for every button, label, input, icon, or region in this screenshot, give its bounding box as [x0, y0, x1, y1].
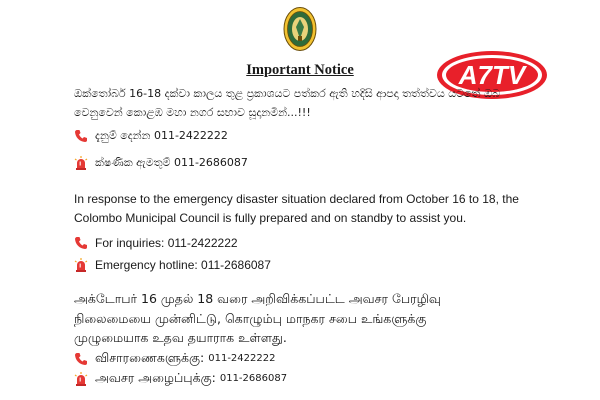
- english-inquiries: [74, 236, 238, 250]
- a7tv-logo-text: A7TV: [458, 60, 526, 90]
- emergency-siren-icon: [74, 372, 88, 386]
- municipal-council-seal-icon: [283, 6, 317, 52]
- emergency-siren-icon: [74, 156, 88, 170]
- sinhala-hotline: [74, 156, 248, 170]
- tamil-body-line-3: முழுமையாக உதவ தயாராக உள்ளது.: [74, 330, 287, 345]
- emergency-siren-icon: [74, 258, 88, 272]
- phone-icon: [74, 236, 88, 250]
- english-body-line-2: Colombo Municipal Council is fully prepared and on standby to assist you.: [74, 211, 467, 225]
- english-hotline-label: Emergency hotline: 011-2686087: [95, 258, 271, 272]
- tamil-hotline: [74, 370, 287, 387]
- tamil-inquiries-label: விசாரணைகளுக்கு:: [95, 350, 205, 365]
- sinhala-hotline-label: ක්ෂණික ඇමතුම් 011-2686087: [95, 156, 248, 169]
- phone-icon: [74, 129, 88, 143]
- sinhala-body: [74, 84, 534, 122]
- phone-icon: [74, 352, 88, 366]
- sinhala-inquiries: [74, 129, 228, 143]
- english-inquiries-label: For inquiries: 011-2422222: [95, 236, 238, 250]
- tamil-hotline-number: 011-2686087: [219, 373, 288, 384]
- tamil-body-line-2: நிலைமையை முன்னிட்டு, கொழும்பு மாநகர சபை உங்களுக்கு: [74, 310, 427, 326]
- english-body-line-1: In response to the emergency disaster situation declared from October 16 to 18, the: [74, 192, 519, 206]
- tamil-body: [74, 289, 554, 348]
- english-body: [74, 190, 544, 228]
- tamil-inquiries: [74, 350, 275, 367]
- sinhala-body-line-2: වෙනුවෙන් කොළඹ මහා නගර සභාව සූදානමින්...!!!: [74, 106, 311, 119]
- english-hotline: [74, 258, 271, 272]
- sinhala-inquiries-label: දැනුම් දෙන්න 011-2422222: [95, 129, 228, 142]
- notice-title: Important Notice: [246, 62, 354, 78]
- sinhala-body-line-1: ඔක්තෝබර් 16-18 දක්වා කාලය තුළ ප්‍රකාශයට පත්කර ඇති හදිසි ආපදා තත්ත්වය යටතේ ඔබ: [74, 87, 500, 100]
- tamil-body-line-1: அக்டோபர் 16 முதல் 18 வரை அறிவிக்கப்பட்ட அவசர பேரழிவு: [74, 291, 441, 306]
- tamil-inquiries-number: 011-2422222: [208, 353, 276, 364]
- tamil-hotline-label: அவசர அழைப்புக்கு:: [95, 370, 216, 385]
